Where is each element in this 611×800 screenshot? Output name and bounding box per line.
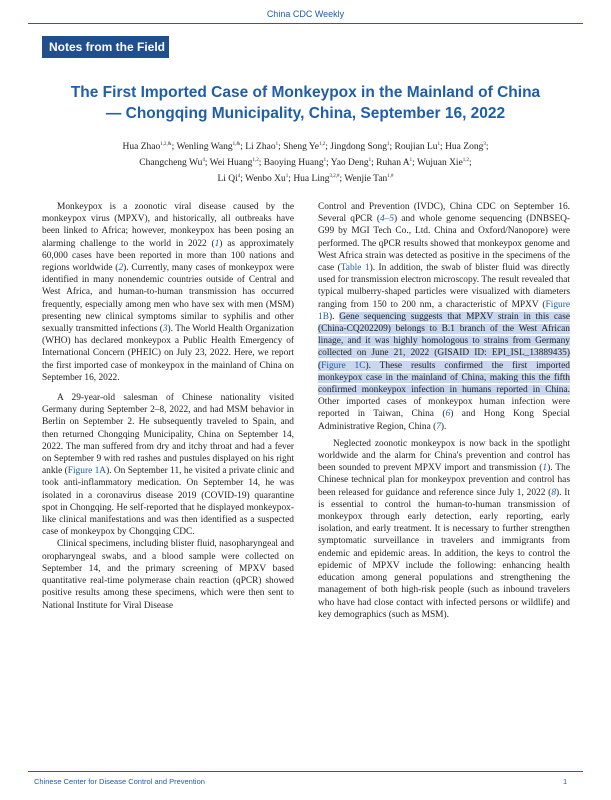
author-list: Hua Zhao$^{1,2,\&}$; Wenling Wang$^{1,\&}$; Li Zhao$^1$; Sheng Ye$^{1,2}$; Jingdong Song$^1$; Roujian Lu$^1$; Hua Zong$^3$; Changcheng Wu$^4$; Wei Huang$^{1,2}$; Baoying Huang$^1$; Yao Deng$^1$; Ruhan $A^1$; Wujuan Xie$^{1,2}$; Li Qi$^4$; Wenbo Xu$^1$; Hua Ling$^{3,2,\#}$; Wenjie Tan$^{1,\#}$ [122, 142, 489, 185]
figure-link[interactable]: Figure 1A [67, 466, 107, 477]
author-item [210, 158, 259, 168]
author-name: Hua Zong [445, 142, 484, 153]
journal-header: China CDC Weekly [266, 9, 345, 19]
reference-link[interactable]: 2 [118, 263, 124, 274]
author-name: Changcheng Wu [139, 158, 203, 169]
author-name: Jingdong Song [330, 142, 388, 153]
paragraph: Monkeypox is a zoonotic viral disease caused by the monkeypox virus (MPXV), and historically, all outbreaks have been linked to Africa; however, monkeypox has been posing an alarming challenge to the world in 2022 (1) as approximately 60,000 cases have been reported in more than 100 nations and regions worldwide (2). Currently, many cases of monkeypox were identified in many nonendemic countries outside of Central and West Africa, and human-to-human transmission has occurred frequently, especially among men who have sex with men (MSM) presenting new clinical symptoms similar to syphilis and other sexually transmitted infections (3). The World Health Organization (WHO) has declared monkeypox a Public Health Emergency of International Concern (PHEIC) on July 23, 2022. Here, we report the first imported case of monkeypox in the mainland of China on September 16, 2022. [42, 202, 294, 383]
author-affiliation: 1 [409, 158, 413, 164]
author-affiliation: 1 [387, 142, 390, 147]
author-item [217, 174, 240, 184]
title-line-2: — Chongqing Municipality, China, September 16, 2022 [105, 105, 506, 122]
author-item [445, 142, 486, 152]
author-name: Baoying Huang [263, 158, 324, 169]
right-column [318, 201, 570, 621]
author-name: Roujian Lu [394, 142, 438, 153]
author-affiliation: 3,2,# [329, 174, 340, 180]
author-affiliation: 1,2 [462, 158, 470, 164]
author-affiliation: 1,# [387, 174, 394, 180]
author-name: Hua Ling [293, 174, 330, 185]
table-link[interactable]: Table 1 [340, 263, 370, 274]
author-name: Wei Huang [209, 158, 253, 169]
title-line-1: The First Imported Case of Monkeypox in the Mainland of China [70, 84, 541, 101]
article-title [38, 82, 573, 124]
author-item [417, 158, 469, 168]
reference-link[interactable]: 1 [214, 238, 220, 249]
author-name: Wenling Wang [176, 142, 233, 153]
author-name: Wenbo Xu [245, 174, 286, 185]
author-item [293, 174, 339, 184]
section-banner: Notes from the Field [42, 36, 169, 58]
page-number: 1 [563, 777, 568, 786]
author-item [123, 142, 172, 152]
reference-link[interactable]: 3 [162, 324, 168, 335]
footer-rule [28, 771, 583, 772]
left-column [42, 201, 294, 612]
reference-link[interactable]: 7 [436, 421, 441, 432]
author-item [245, 174, 288, 184]
author-affiliation: 1 [275, 142, 279, 147]
paragraph: Clinical specimens, including blister fluid, nasopharyngeal and oropharyngeal swabs, and a blood sample were collected on September 14, and the primary screening of MPXV based quantitative real-time polymerase chain reaction (qPCR) showed positive results among these specimens, which were then sent to National Institute for Viral Disease [42, 539, 294, 611]
reference-link[interactable]: 4–5 [379, 214, 395, 225]
author-affiliation: 4 [202, 158, 205, 164]
author-item [245, 142, 278, 152]
author-item [283, 142, 325, 152]
header-rule [28, 23, 583, 24]
paragraph: Control and Prevention (IVDC), China CDC on September 16. Several qPCR (4–5) and whole genome sequencing (DNBSEQ-G99 by MGI Tech Co., Ltd. China and Oxford/Nanopore) were performed. The qPCR results showed that monkeypox genome and West Africa strain was detected as positive in the specimens of the case (Table 1). In addition, the swab of blister fluid was directly used for transmission electron microscopy. The result revealed that typical mulberry-shaped particles were visualized with diameters ranging from 150 to 200 nm, a characteristic of MPXV (Figure 1B). Gene sequencing suggests that MPXV strain in this case (China-CQ202209) belongs to B.1 branch of the West African linage, and it was highly homologous to strains from Germany collected on June 21, 2022 (GISAID ID: EPI_ISL_13889435) (Figure 1C). These results confirmed the first imported monkeypox case in the mainland of China, making this the fifth confirmed monkeypox infection in humans reported in China. Other imported cases of monkeypox human infection were reported in Taiwan, China (6) and Hong Kong Special Administrative Region, China (7). [318, 202, 570, 432]
author-item [264, 158, 326, 168]
author-name: Sheng Ye [283, 142, 319, 153]
author-affiliation: 1 [323, 158, 327, 164]
author-item [139, 158, 205, 168]
author-item [376, 158, 412, 168]
author-affiliation: 4 [237, 174, 241, 180]
author-item [395, 142, 441, 152]
author-item [330, 142, 389, 152]
author-affiliation: 1,2 [319, 142, 326, 147]
author-affiliation: 3 [483, 142, 486, 147]
figure-link[interactable]: Figure 1B [318, 299, 570, 322]
author-name: Yao Deng [330, 158, 369, 169]
author-affiliation: 1,2,& [160, 142, 172, 147]
author-name: Ruhan A [376, 158, 410, 169]
author-name: Li Zhao [245, 142, 276, 153]
figure-link[interactable]: Figure 1C [321, 360, 366, 371]
highlighted-text: Gene sequencing suggests that MPXV strain in this case (China-CQ202209) belongs to B.1 branch of the West African linage, and it was highly homologous to strains from Germany collected on June 21, 2022 (GISAID ID: EPI_ISL_13889435) (Figure 1C). These results confirmed the first imported monkeypox case in the mainland of China, making this the fifth confirmed monkeypox infection in humans reported in China. [318, 311, 570, 396]
author-affiliation: 1,& [232, 142, 241, 147]
author-item [344, 174, 393, 184]
paragraph: Neglected zoonotic monkeypox is now back in the spotlight worldwide and the alarm for China's prevention and control has been sounded to prevent MPXV import and transmission (1). The Chinese technical plan for monkeypox prevention and control has been released for guidance and reference since July 1, 2022 (8). It is essential to control the human-to-human transmission of monkeypox through early detection, early reporting, early isolation, and early treatment. It is necessary to further strengthen symptomatic surveillance in travelers and immigrants from endemic and epidemic areas. In addition, the keys to control the epidemic of MPXV include the following: enhancing health education among general populations and strengthening the management of both high-risk people (such as inbound travelers who have had close contact with infected persons or wildlife) and key demographics (such as MSM). [318, 438, 570, 620]
author-affiliation: 1,2 [252, 158, 259, 164]
reference-link[interactable]: 6 [445, 409, 451, 420]
author-name: Wujuan Xie [417, 158, 463, 169]
reference-link[interactable]: 1 [542, 463, 548, 474]
author-affiliation: 1 [285, 174, 289, 180]
author-item [331, 158, 371, 168]
reference-link[interactable]: 8 [551, 487, 556, 498]
author-affiliation: 1 [437, 142, 441, 147]
paragraph: A 29-year-old salesman of Chinese nationality visited Germany during September 2–8, 2022, and had MSM behavior in Berlin on September 2. He subsequently traveled to Spain, and then returned Chongqing Municipality, China on September 14, 2022. The man suffered from dry and itchy throat and had a fever on September 9 with red rashes and pustules displayed on his right ankle (Figure 1A). On September 11, he visited a private clinic and took anti-inflammatory medication. On September 14, he was isolated in a coronavirus disease 2019 (COVID-19) quarantine spot in Chongqing. He self-reported that he displayed monkeypox-like clinical manifestations and was then identified as a suspected case of monkeypox by Chongqing CDC. [42, 393, 295, 538]
footer-organization: Chinese Center for Disease Control and Prevention [34, 777, 205, 786]
author-name: Li Qi [217, 174, 238, 185]
author-affiliation: 1 [368, 158, 372, 164]
author-item [177, 142, 241, 152]
author-name: Hua Zhao [122, 142, 161, 153]
author-name: Wenjie Tan [344, 174, 388, 185]
